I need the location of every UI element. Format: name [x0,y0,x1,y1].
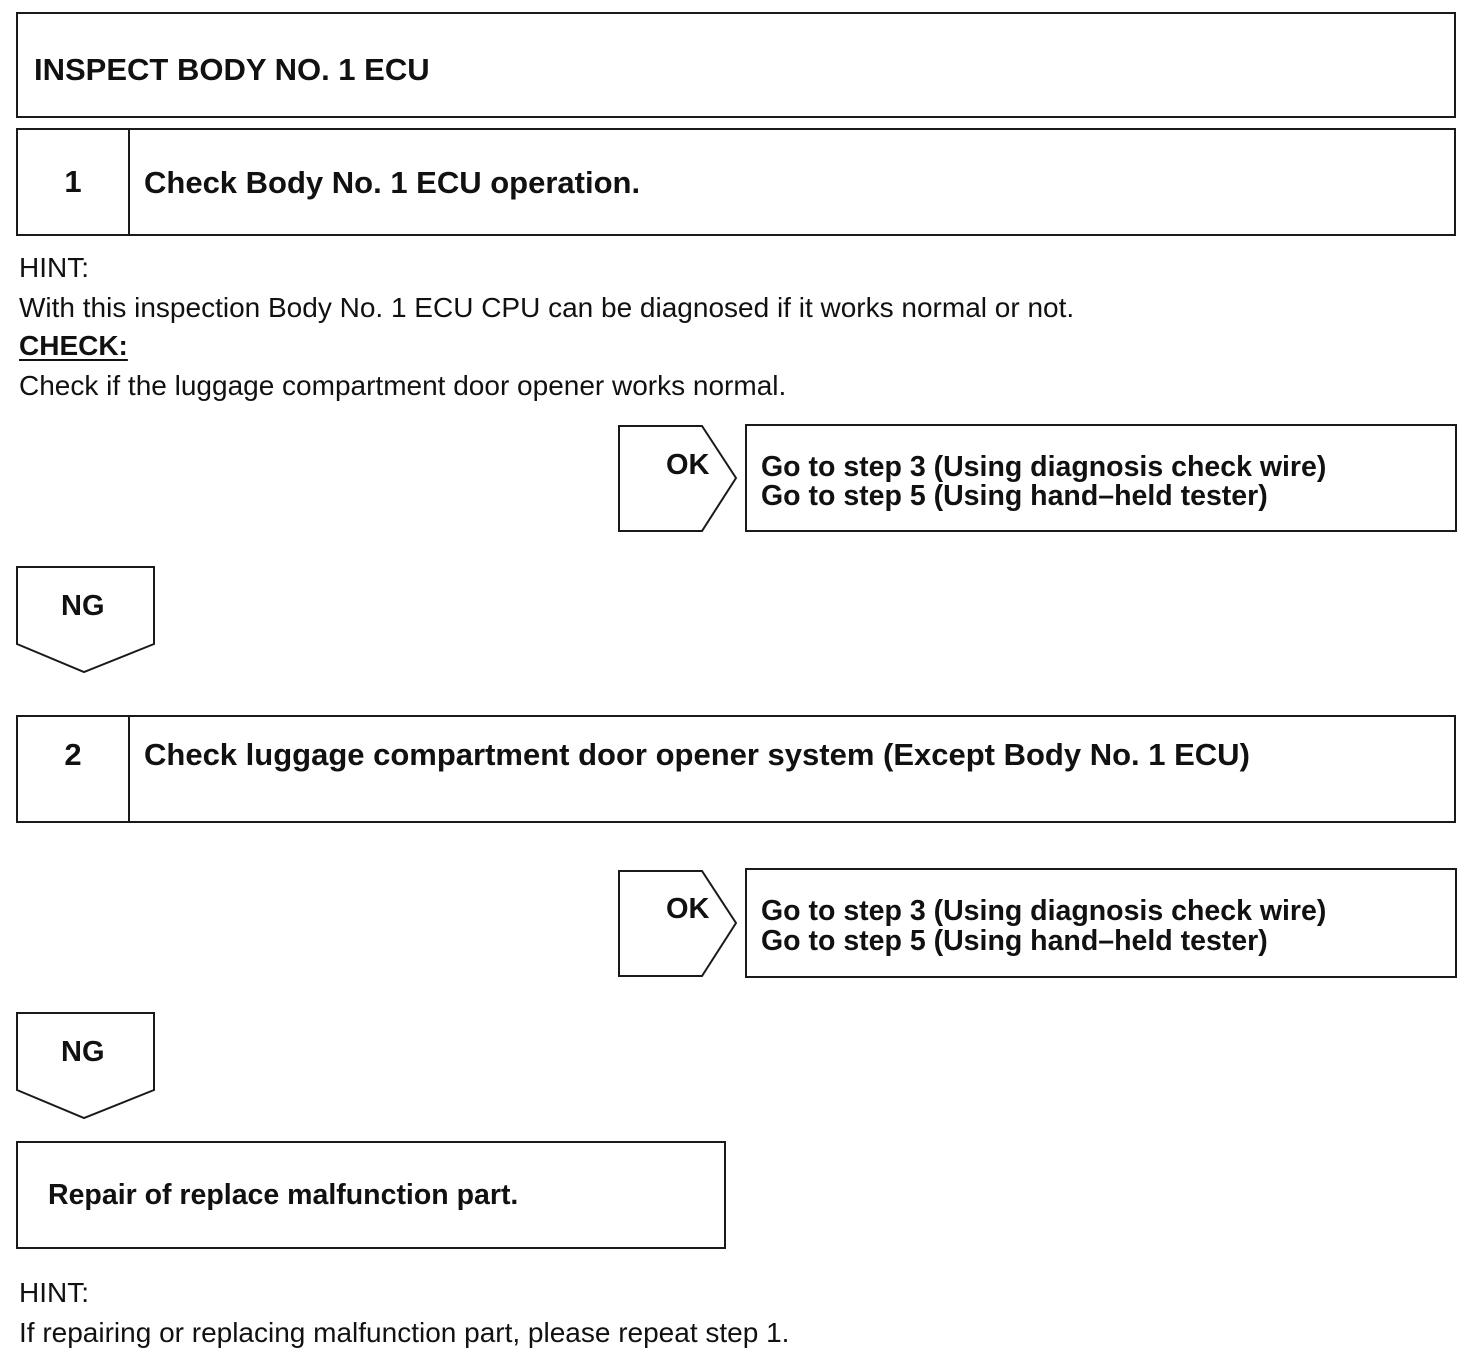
step-1-title: Check Body No. 1 ECU operation. [144,165,641,200]
section-title-box [16,12,1456,118]
step-2-ok-line-2: Go to step 5 (Using hand–held tester) [761,925,1268,957]
step-1-box [16,128,1456,236]
step-1-ng-label: NG [61,590,105,622]
step-1-ok-line-1: Go to step 3 (Using diagnosis check wire) [761,451,1327,483]
step-1-hint-label: HINT: [19,252,89,283]
step-2-ok-line-1: Go to step 3 (Using diagnosis check wire) [761,895,1327,927]
repair-text: Repair of replace malfunction part. [48,1179,519,1211]
step-2-box [16,715,1456,823]
repair-hint-label: HINT: [19,1277,89,1308]
step-2-title: Check luggage compartment door opener system (Except Body No. 1 ECU) [144,737,1250,772]
step-2-ok-result-box [745,868,1457,978]
step-2-ng-label: NG [61,1036,105,1068]
step-2-ok-label: OK [666,893,710,925]
step-2-number: 2 [18,717,130,821]
section-title: INSPECT BODY NO. 1 ECU [34,52,430,87]
step-1-hint-text: With this inspection Body No. 1 ECU CPU can be diagnosed if it works normal or not. [19,292,1075,323]
step-1-ok-result-box [745,424,1457,532]
step-1-ok-line-2: Go to step 5 (Using hand–held tester) [761,480,1268,512]
repair-box [16,1141,726,1249]
step-1-check-text: Check if the luggage compartment door opener works normal. [19,370,787,401]
step-1-ok-label: OK [666,449,710,481]
step-1-number: 1 [18,130,130,234]
repair-hint-text: If repairing or replacing malfunction part, please repeat step 1. [19,1317,790,1348]
step-1-check-label: CHECK: [19,330,128,361]
